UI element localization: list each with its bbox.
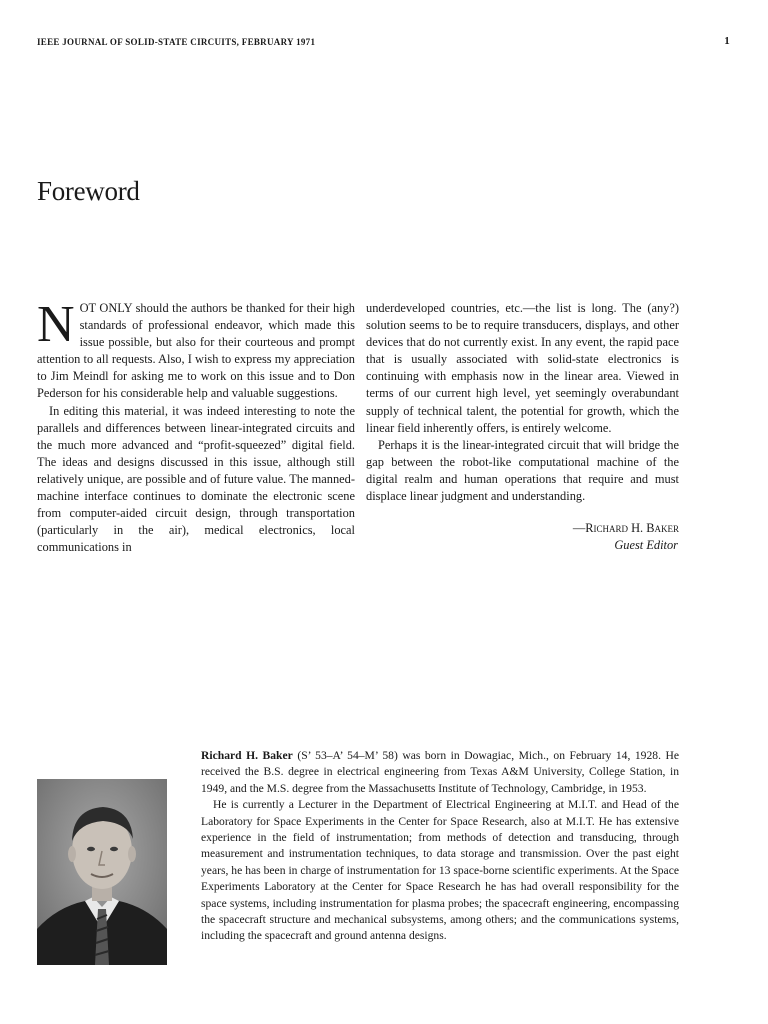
signature-name: —Richard H. Baker	[572, 521, 679, 535]
foreword-paragraph-2: In editing this material, it was indeed interesting to note the parallels and differences between linear-integrated circuits and the much more advanced and “profit-squeezed” digital field. The ideas and designs discussed in this issue, although still relatively unique, are possible and of future value. The manned-machine interface continues to dominate the electronic scene from computer-aided circuit design, through transportation (particularly in the air), medical electronics, local communications in	[37, 403, 355, 555]
page-title: Foreword	[37, 176, 140, 207]
author-biography	[201, 748, 679, 945]
bio-author-name: Richard H. Baker	[201, 749, 293, 762]
drop-cap: N	[37, 296, 75, 353]
foreword-column-right	[366, 300, 679, 505]
foreword-column-left	[37, 296, 355, 556]
foreword-paragraph-1-text: OT ONLY should the authors be thanked for their high standards of professional endeavor, which made this issue possible, but also for their courteous and prompt attention to all requests. Also, I wish to express my appreciation to Jim Meindl for asking me to work on this issue and to Don Pederson for his considerable help and valuable suggestions.	[37, 301, 355, 401]
foreword-paragraph-2-continued: underdeveloped countries, etc.—the list is long. The (any?) solution seems to be to require transducers, displays, and other devices that do not currently exist. In any event, the rapid pace that is usually associated with solid-state electronics is continuing with emphasis now in the linear area. Viewed in terms of our current high level, yet seemingly overabundant supply of technical talent, the potential for growth, which the linear field inherently offers, is entirely welcome.	[366, 301, 679, 435]
page-number: 1	[724, 35, 730, 47]
bio-paragraph-1	[201, 748, 679, 797]
signature-block	[366, 520, 679, 554]
portrait-illustration	[37, 779, 167, 965]
author-portrait	[37, 779, 167, 965]
bio-paragraph-2: He is currently a Lecturer in the Department of Electrical Engineering at M.I.T. and Head of the Laboratory for Space Experiments in the Center for Space Research, also at M.I.T. He has extensive experience in the field of instrumentation; from methods of detection and transducing, through measurement and instrumentation techniques, to data storage and transmission. Over the past eight years, he has been in charge of instrumentation for 13 space-borne scientific experiments. At the Space Experiments Laboratory at the Center for Space Research he has had overall responsibility for the space systems, including instrumentation for plasma probes; the spacecraft engineering, encompassing the spacecraft structure and mechanical subsystems, among others; and the communications systems, including the spacecraft and ground antenna designs.	[201, 798, 679, 943]
bio-paragraph-1-text: (S’ 53–A’ 54–M’ 58) was born in Dowagiac, Mich., on February 14, 1928. He received the B.S. degree in electrical engineering from Texas A&M University, College Station, in 1949, and the M.S. degree from the Massachusetts Institute of Technology, Cambridge, in 1953.	[201, 749, 680, 795]
foreword-paragraph-3: Perhaps it is the linear-integrated circuit that will bridge the gap between the robot-like computational machine of the digital realm and human operations that require and must displace linear judgment and understanding.	[366, 437, 679, 504]
signature-role: Guest Editor	[614, 538, 678, 553]
journal-title: IEEE JOURNAL OF SOLID-STATE CIRCUITS, FEBRUARY 1971	[37, 37, 316, 47]
foreword-paragraph-1	[37, 296, 355, 403]
